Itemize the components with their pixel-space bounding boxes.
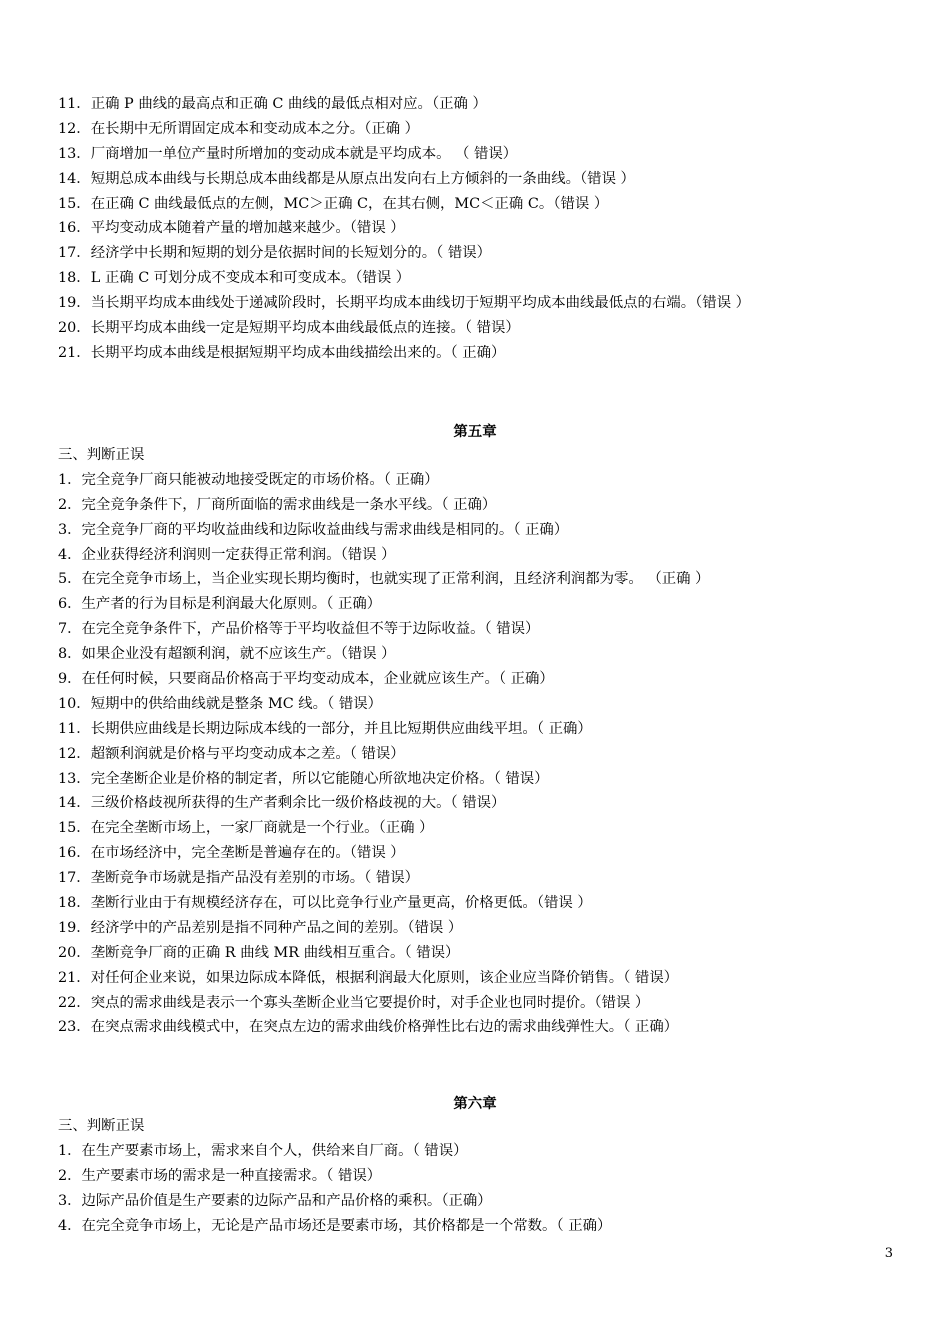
chapter6-section <box>58 1114 611 1238</box>
statement-item: 2．完全竞争条件下，厂商所面临的需求曲线是一条水平线。（ 正确） <box>58 496 497 513</box>
statement-item: 14．三级价格歧视所获得的生产者剩余比一级价格歧视的大。（ 错误） <box>58 795 506 812</box>
statement-item: 16．在市场经济中，完全垄断是普遍存在的。（错误 ） <box>58 845 405 862</box>
statement-item: 23．在突点需求曲线模式中，在突点左边的需求曲线价格弹性比右边的需求曲线弹性大。（ 正确） <box>58 1019 679 1036</box>
statement-item: 1．在生产要素市场上，需求来自个人，供给来自厂商。（ 错误） <box>58 1142 468 1159</box>
statement-item: 12．超额利润就是价格与平均变动成本之差。（ 错误） <box>58 745 405 762</box>
statement-item: 13．完全垄断企业是价格的制定者，所以它能随心所欲地决定价格。（ 错误） <box>58 770 549 787</box>
statement-item: 22．突点的需求曲线是表示一个寡头垄断企业当它要提价时，对手企业也同时提价。（错误 ） <box>58 994 650 1011</box>
statement-item: 6．生产者的行为目标是利润最大化原则。（ 正确） <box>58 596 382 613</box>
statement-item: 17．经济学中长期和短期的划分是依据时间的长短划分的。（ 错误） <box>58 245 492 262</box>
statement-item: 14．短期总成本曲线与长期总成本曲线都是从原点出发向右上方倾斜的一条曲线。（错误 ） <box>58 170 635 187</box>
statement-item: 12．在长期中无所谓固定成本和变动成本之分。（正确 ） <box>58 120 420 137</box>
statement-item: 16．平均变动成本随着产量的增加越来越少。（错误 ） <box>58 220 405 237</box>
statement-item: 19．当长期平均成本曲线处于递减阶段时，长期平均成本曲线切于短期平均成本曲线最低点的右端。（错误 ） <box>58 295 751 312</box>
statement-item: 11．长期供应曲线是长期边际成本线的一部分，并且比短期供应曲线平坦。（ 正确） <box>58 720 592 737</box>
statement-item: 13．厂商增加一单位产量时所增加的变动成本就是平均成本。 （ 错误） <box>58 145 518 162</box>
statement-item: 20．长期平均成本曲线一定是短期平均成本曲线最低点的连接。（ 错误） <box>58 320 520 337</box>
statement-item: 4．在完全竞争市场上，无论是产品市场还是要素市场，其价格都是一个常数。（ 正确） <box>58 1217 612 1234</box>
chapter6-subtitle: 三、判断正误 <box>58 1118 145 1134</box>
statement-item: 4．企业获得经济利润则一定获得正常利润。（错误 ） <box>58 546 396 563</box>
chapter5-section <box>58 443 710 1040</box>
chapter5-subtitle: 三、判断正误 <box>58 447 145 463</box>
statement-item: 15．在正确 C 曲线最低点的左侧，MC＞正确 C，在其右侧，MC＜正确 C。（错误 ） <box>58 195 609 212</box>
statement-item: 9．在任何时候，只要商品价格高于平均变动成本，企业就应该生产。（ 正确） <box>58 671 554 688</box>
page-number: 3 <box>884 1246 893 1261</box>
chapter6-title: 第六章 <box>453 1095 497 1112</box>
statement-item: 20．垄断竞争厂商的正确 R 曲线 MR 曲线相互重合。（ 错误） <box>58 944 460 961</box>
statement-item: 11．正确 P 曲线的最高点和正确 C 曲线的最低点相对应。（正确 ） <box>58 96 487 112</box>
chapter5-title: 第五章 <box>453 423 497 440</box>
statement-item: 10．短期中的供给曲线就是整条 MC 线。（ 错误） <box>58 695 383 712</box>
statement-item: 18．垄断行业由于有规模经济存在，可以比竞争行业产量更高，价格更低。（错误 ） <box>58 895 592 912</box>
statement-item: 17．垄断竞争市场就是指产品没有差别的市场。（ 错误） <box>58 870 420 887</box>
statements-list-chapter4-cont <box>58 92 750 366</box>
statement-item: 5．在完全竞争市场上，当企业实现长期均衡时，也就实现了正常利润，且经济利润都为零。 （正确 ） <box>58 571 710 588</box>
statement-item: 19．经济学中的产品差别是指不同种产品之间的差别。（错误 ） <box>58 919 463 936</box>
statement-item: 2．生产要素市场的需求是一种直接需求。（ 错误） <box>58 1167 382 1184</box>
statement-item: 18．L 正确 C 可划分成不变成本和可变成本。（错误 ） <box>58 270 411 287</box>
statement-item: 21．对任何企业来说，如果边际成本降低，根据利润最大化原则，该企业应当降价销售。（ 错误） <box>58 969 679 986</box>
statement-item: 3．完全竞争厂商的平均收益曲线和边际收益曲线与需求曲线是相同的。（ 正确） <box>58 521 569 538</box>
statement-item: 21．长期平均成本曲线是根据短期平均成本曲线描绘出来的。（ 正确） <box>58 344 506 361</box>
statement-item: 1．完全竞争厂商只能被动地接受既定的市场价格。（ 正确） <box>58 471 439 488</box>
statement-item: 7．在完全竞争条件下，产品价格等于平均收益但不等于边际收益。（ 错误） <box>58 621 540 638</box>
statement-item: 15．在完全垄断市场上，一家厂商就是一个行业。（正确 ） <box>58 820 434 837</box>
statement-item: 3．边际产品价值是生产要素的边际产品和产品价格的乘积。（正确） <box>58 1192 492 1209</box>
statement-item: 8．如果企业没有超额利润，就不应该生产。（错误 ） <box>58 646 396 663</box>
